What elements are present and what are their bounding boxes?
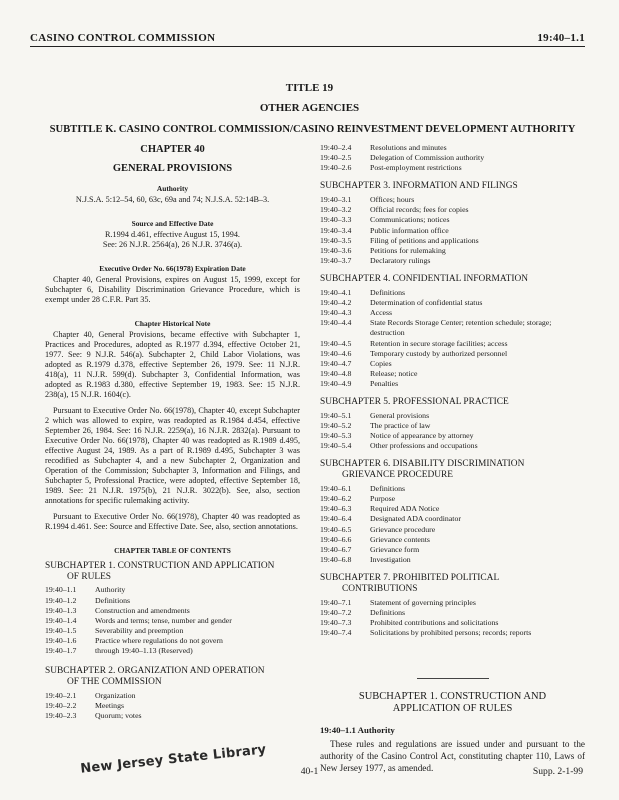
toc-item: 19:40–5.4 Other professions and occupations — [320, 441, 478, 451]
toc-item: 19:40–6.8 Investigation — [320, 554, 411, 564]
historical-note-p1: Chapter 40, General Provisions, became effective with Subchapter 1, Practices and Procedures, adopted as R.1977 d.394, effective October 21, 1977. See: 9 N.J.R. 546(a). Subchapter 2, Child Labor Violations, was adopted as R.1979 d.378, effective September 26, 1979. See: 11 N.J.R. 418(a), 11 N.J.R. 599(d). Subchapter 3, Confidential Information, was adopted as R.1983 d.380, effective September 19, 1983. See: 15 N.J.R. 238(a), 15 N.J.R. 1604(c). — [45, 329, 300, 399]
chapter-title: GENERAL PROVISIONS — [112, 162, 233, 174]
toc-sub1-line2: OF RULES — [67, 571, 112, 582]
section-body: These rules and regulations are issued under and pursuant to the authority of the Casino Control Act, constituting chapter 110, Laws of New Jersey 1977, as amended. — [320, 739, 585, 773]
exec-order-text: Chapter 40, General Provisions, expires on August 15, 1999, except for Subchapter 6, Disability Discrimination Grievance Procedure, which is exempt under 28 C.F.R. Part 35. — [45, 274, 300, 304]
toc-item: 19:40–3.7 Declaratory rulings — [320, 255, 431, 265]
toc-item: 19:40–2.2 Meetings — [45, 701, 125, 710]
toc-item: 19:40–1.5 Severability and preemption — [45, 625, 184, 635]
running-header — [30, 32, 585, 47]
toc-item: 19:40–4.9 Penalties — [320, 379, 399, 388]
toc-subchapter-6-list — [320, 484, 585, 565]
toc-subchapter-7-list — [320, 598, 585, 639]
toc-item: 19:40–1.1 Authority — [45, 585, 126, 595]
toc-item: 19:40–4.8 Release; notice — [320, 368, 418, 378]
body-sub-line2: APPLICATION OF RULES — [392, 703, 513, 715]
toc-item: 19:40–6.7 Grievance form — [320, 544, 420, 554]
toc-item: 19:40–2.6 Post-employment restrictions — [320, 163, 462, 173]
toc-item: 19:40–4.1 Definitions — [320, 287, 406, 297]
toc-subchapter-7-heading — [320, 573, 585, 595]
historical-note-p2: Pursuant to Executive Order No. 66(1978), Chapter 40, except Subchapter 2 which was allowed to expire, was readopted as R.1984 d.454, effective September 26, 1984. See: 16 N.J.R. 2259(a), 16 N.J.R. 2832(a). Pursuant to Executive Order No. 66(1978), Chapter 40 was readopted as R.1989 d.495, effective August 24, 1989. As a part of R.1989 d.495, Subchapter 3 was recodified as Subchapter 4, and a new Subchapter 2, Organization and Operation of the Commission; Subchapter 3, Information and Filings, and Subchapter 5, Professional Practice, were adopted, effective September 18, 1989. See: 21 N.J.R. 1975(b), 21 N.J.R. 3022(b). See, also, section annotations for specific rulemaking activity. — [45, 405, 300, 505]
right-column — [320, 143, 585, 784]
toc-item: 19:40–2.5 Delegation of Commission authority — [320, 153, 485, 163]
toc-sub7-line1: SUBCHAPTER 7. PROHIBITED POLITICAL — [320, 573, 500, 584]
toc-item: 19:40–1.3 Construction and amendments — [45, 605, 190, 615]
source-text-2: See: 26 N.J.R. 2564(a), 26 N.J.R. 3746(a). — [102, 239, 243, 249]
toc-item: 19:40–7.2 Definitions — [320, 607, 406, 617]
toc-item: 19:40–3.4 Public information office — [320, 225, 449, 235]
toc-item: 19:40–2.1 Organization — [45, 690, 136, 700]
toc-sub1-line1: SUBCHAPTER 1. CONSTRUCTION AND APPLICATION — [45, 560, 275, 571]
body-sub-line1: SUBCHAPTER 1. CONSTRUCTION AND — [358, 691, 547, 703]
source-text-1: R.1994 d.461, effective August 15, 1994. — [105, 229, 240, 239]
toc-item: 19:40–5.1 General provisions — [320, 410, 430, 420]
section-heading: 19:40–1.1 Authority — [320, 725, 395, 736]
toc-item: 19:40–6.2 Purpose — [320, 494, 396, 504]
toc-item: 19:40–3.1 Offices; hours — [320, 195, 415, 205]
toc-item: 19:40–5.3 Notice of appearance by attorney — [320, 431, 474, 441]
toc-subchapter-4-heading: SUBCHAPTER 4. CONFIDENTIAL INFORMATION — [320, 274, 528, 285]
section-divider — [417, 678, 489, 679]
toc-subchapter-3-list — [320, 195, 585, 266]
toc-item: 19:40–3.6 Petitions for rulemaking — [320, 245, 446, 255]
exec-order-heading: Executive Order No. 66(1978) Expiration Date — [99, 263, 246, 273]
toc-item: 19:40–1.2 Definitions — [45, 595, 131, 605]
toc-subchapter-2-list — [45, 691, 300, 721]
body-subchapter-heading — [320, 691, 585, 715]
toc-item: 19:40–3.3 Communications; notices — [320, 215, 450, 225]
toc-item: 19:40–5.2 The practice of law — [320, 421, 431, 431]
authority-heading: Authority — [156, 183, 189, 193]
toc-sub2-line2: OF THE COMMISSION — [67, 677, 162, 688]
library-stamp: New Jersey State Library — [79, 742, 267, 777]
toc-item: 19:40–1.7 through 19:40–1.13 (Reserved) — [45, 646, 193, 656]
toc-item: 19:40–4.2 Determination of confidential status — [320, 298, 483, 307]
toc-item: 19:40–7.3 Prohibited contributions and solicitations — [320, 617, 499, 627]
toc-sub6-line1: SUBCHAPTER 6. DISABILITY DISCRIMINATION — [320, 459, 525, 470]
toc-item: 19:40–1.4 Words and terms; tense, number and gender — [45, 615, 232, 625]
toc-item: 19:40–6.6 Grievance contents — [320, 534, 430, 544]
page-number: 40-1 — [300, 766, 319, 777]
toc-item: 19:40–4.5 Retention in secure storage facilities; access — [320, 338, 508, 348]
toc-item: 19:40–6.4 Designated ADA coordinator — [320, 514, 461, 524]
toc-subchapter-5-heading: SUBCHAPTER 5. PROFESSIONAL PRACTICE — [320, 397, 509, 408]
toc-item: 19:40–6.3 Required ADA Notice — [320, 504, 440, 514]
toc-item: 19:40–4.7 Copies — [320, 358, 392, 368]
toc-item: 19:40–3.5 Filing of petitions and applications — [320, 235, 479, 245]
toc-subchapter-6-heading — [320, 459, 585, 481]
toc-item: 19:40–2.4 Resolutions and minutes — [320, 143, 447, 152]
toc-subchapter-2-heading — [45, 666, 300, 688]
toc-subchapter-4-list — [320, 288, 585, 389]
subtitle: SUBTITLE K. CASINO CONTROL COMMISSION/CASINO REINVESTMENT DEVELOPMENT AUTHORITY — [49, 124, 576, 135]
toc-item: 19:40–4.4 State Records Storage Center; retention schedule; storage; destruction — [320, 318, 552, 338]
toc-item: 19:40–2.3 Quorum; votes — [45, 711, 142, 721]
header-left: CASINO CONTROL COMMISSION — [30, 32, 216, 44]
title-line1: TITLE 19 — [285, 82, 334, 94]
left-column — [45, 144, 300, 721]
toc-sub6-line2: GRIEVANCE PROCEDURE — [342, 470, 454, 481]
toc-item: 19:40–3.2 Official records; fees for copies — [320, 205, 469, 215]
toc-item: 19:40–7.1 Statement of governing principles — [320, 597, 476, 607]
toc-item: 19:40–6.5 Grievance procedure — [320, 524, 436, 534]
authority-text: N.J.S.A. 5:12–54, 60, 63c, 69a and 74; N.J.S.A. 52:14B–3. — [75, 194, 270, 204]
toc-item: 19:40–4.3 Access — [320, 308, 393, 318]
toc-subchapter-2-continued — [320, 143, 585, 173]
toc-item: 19:40–4.6 Temporary custody by authorized personnel — [320, 348, 508, 358]
toc-sub7-line2: CONTRIBUTIONS — [342, 583, 418, 594]
header-right: 19:40–1.1 — [537, 32, 585, 44]
chapter-number: CHAPTER 40 — [140, 144, 205, 155]
toc-item: 19:40–1.6 Practice where regulations do not govern — [45, 636, 223, 645]
toc-subchapter-5-list — [320, 411, 585, 452]
toc-heading: CHAPTER TABLE OF CONTENTS — [114, 545, 231, 555]
toc-item: 19:40–7.4 Solicitations by prohibited persons; records; reports — [320, 628, 532, 638]
historical-note-p3: Pursuant to Executive Order No. 66(1978), Chapter 40 was readopted as R.1994 d.461. See: Source and Effective Date. See, also, section annotations. — [45, 511, 300, 531]
toc-subchapter-1-heading — [45, 561, 300, 583]
toc-subchapter-1-list — [45, 585, 300, 656]
title-line2: OTHER AGENCIES — [259, 102, 360, 114]
toc-item: 19:40–6.1 Definitions — [320, 484, 406, 494]
supplement-date: Supp. 2-1-99 — [532, 766, 583, 777]
source-heading: Source and Effective Date — [131, 218, 214, 228]
historical-note-heading: Chapter Historical Note — [134, 318, 211, 328]
toc-subchapter-3-heading: SUBCHAPTER 3. INFORMATION AND FILINGS — [320, 181, 518, 192]
toc-sub2-line1: SUBCHAPTER 2. ORGANIZATION AND OPERATION — [45, 666, 265, 677]
